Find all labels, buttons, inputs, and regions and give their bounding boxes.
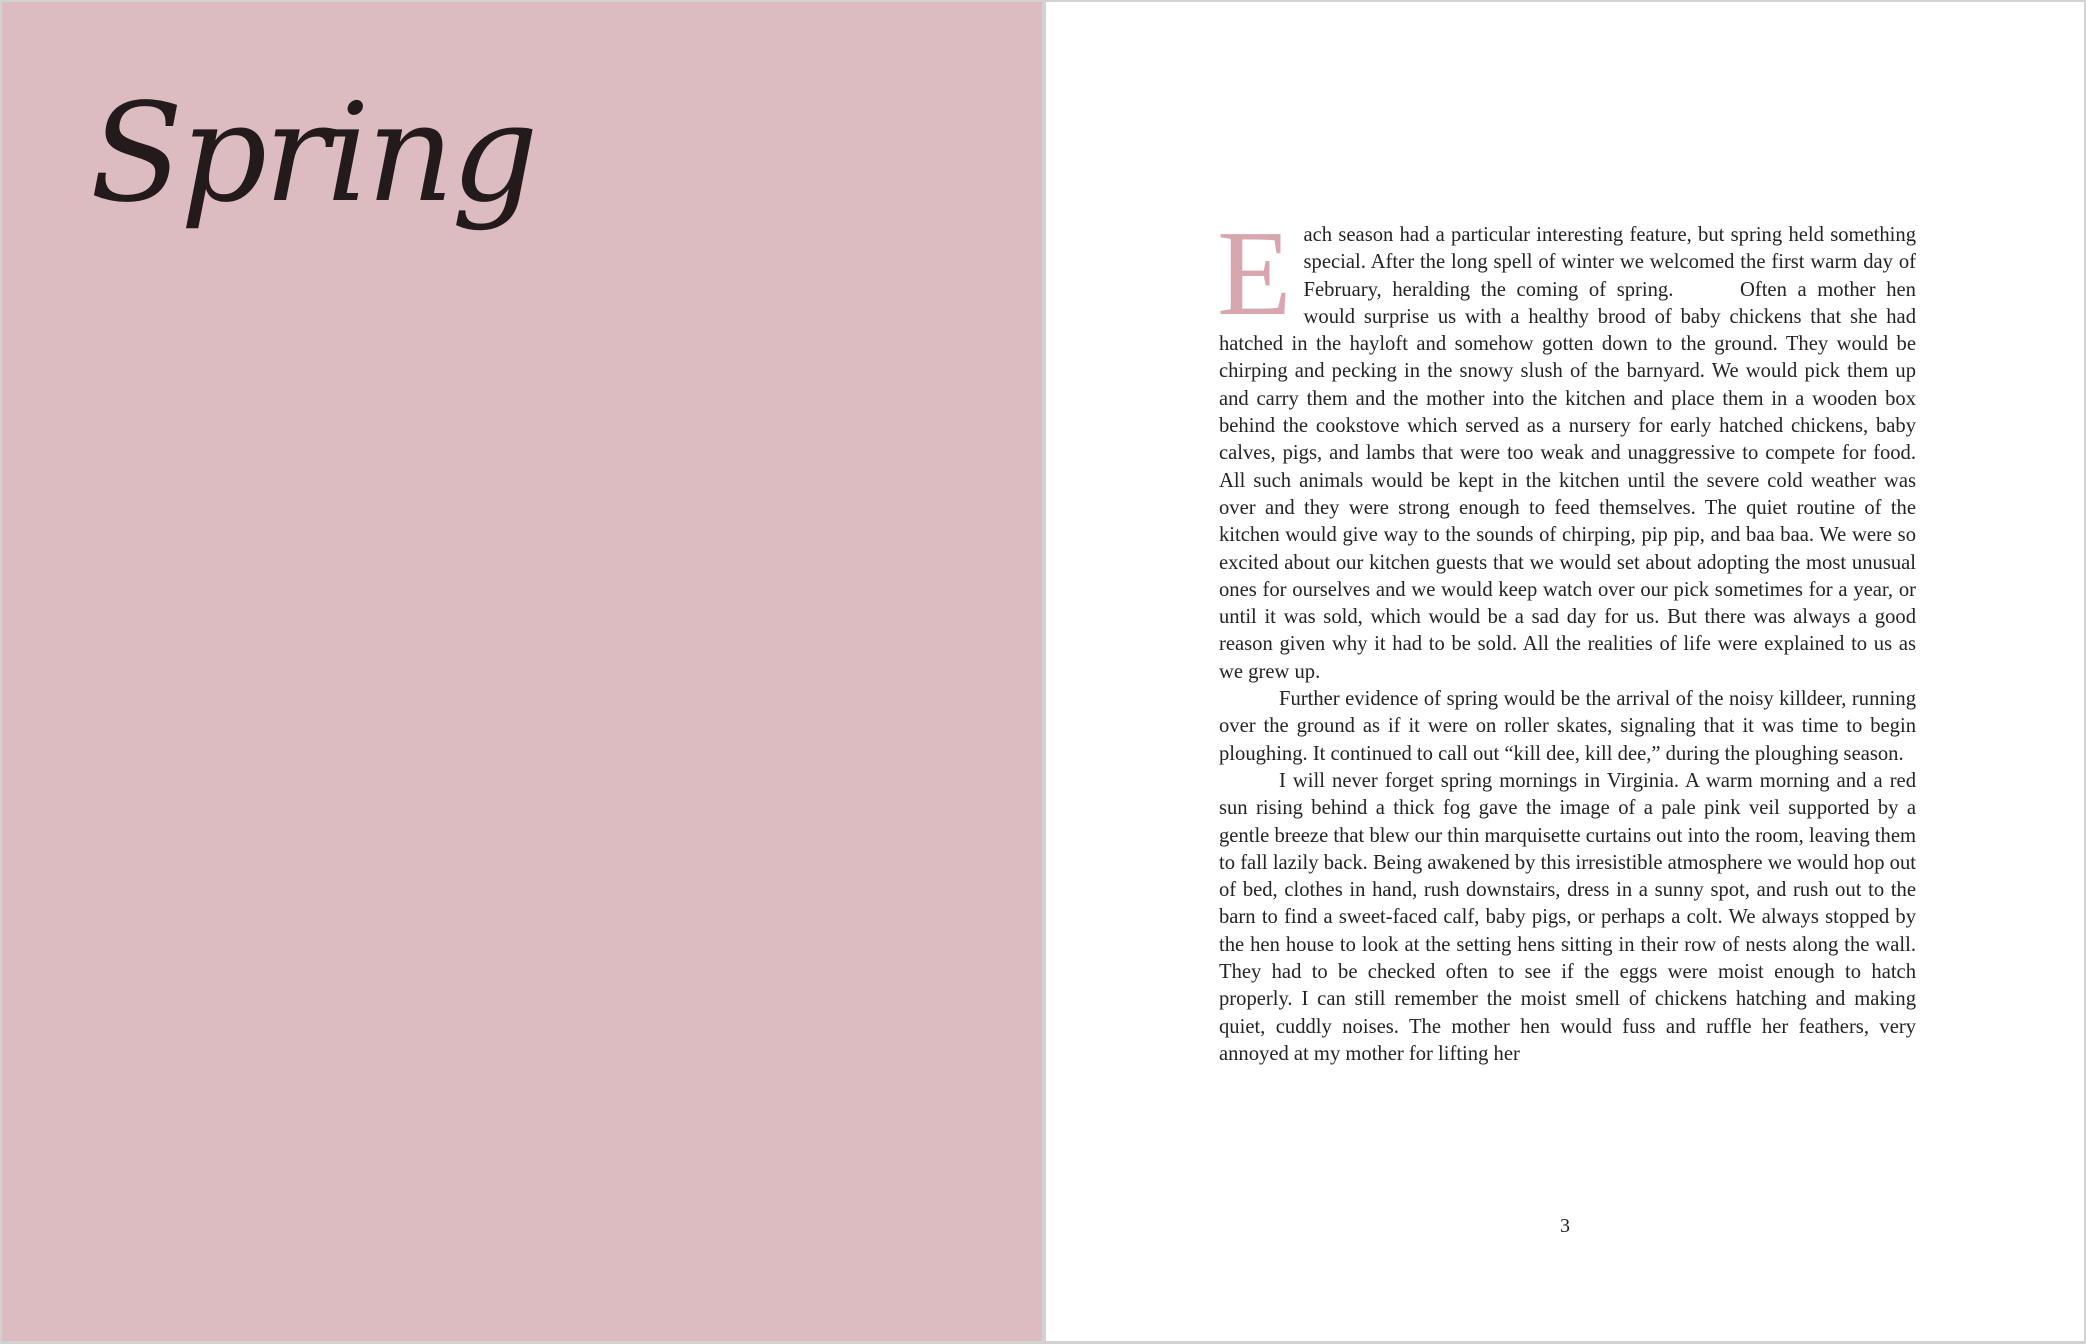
page-number: 3 (1560, 1215, 1570, 1237)
chapter-title: Spring (90, 75, 536, 233)
paragraph-4: I will never forget spring mornings in Virginia. A warm morning and a red sun rising behind a thick fog gave the image of a pale pink veil supported by a gentle breeze that blew our thin marquisette curtains out into the room, leaving them to fall lazily back. Being awakened by this irresistible atmosphere we would hop out of bed, clothes in hand, rush downstairs, dress in a sunny spot, and rush out to the barn to find a sweet-faced calf, baby pigs, or perhaps a colt. We always stopped by the hen house to look at the setting hens sitting in their row of nests along the wall. They had to be checked often to see if the eggs were moist enough to hatch properly. I can still remember the moist smell of chickens hatching and making quiet, cuddly noises. The mother hen would fuss and ruffle her feathers, very annoyed at my mother for lifting her (1219, 769, 1916, 1065)
body-text (1217, 206, 1916, 1068)
paragraph-1-text: ach season had a particular interesting feature, but spring held something special. After the long spell of winter we welcomed the first warm day of February, heralding the coming of spring. (1303, 224, 1916, 301)
paragraph-3: Further evidence of spring would be the arrival of the noisy killdeer, running over the ground as if it were on roller skates, signaling that it was time to begin ploughing. It continued to call out “kill dee, kill dee,” during the ploughing season. (1219, 688, 1916, 765)
right-page (1046, 2, 2084, 1341)
left-page (2, 2, 1042, 1341)
drop-cap: E (1217, 206, 1292, 341)
paragraph-2-text: Often a mother hen would surprise us with a healthy brood of baby chickens that she had hatched in the hayloft and somehow gotten down to the ground. They would be chirping and pecking in the snowy slush of the barnyard. We would pick them up and carry them and the mother into the kitchen and place them in a wooden box behind the cookstove which served as a nursery for early hatched chickens, baby calves, pigs, and lambs that were too weak and unaggressive to compete for food. All such animals would be kept in the kitchen until the severe cold weather was over and they were strong enough to feed themselves. The quiet routine of the kitchen would give way to the sounds of chirping, pip pip, and baa baa. We were so excited about our kitchen guests that we would set about adopting the most unusual ones for ourselves and we would keep watch over our pick sometimes for a year, or until it was sold, which would be a sad day for us. But there was always a good reason given why it had to be sold. All the realities of life were explained to us as we grew up. (1219, 278, 1916, 683)
paragraph-1 (1217, 206, 1916, 686)
